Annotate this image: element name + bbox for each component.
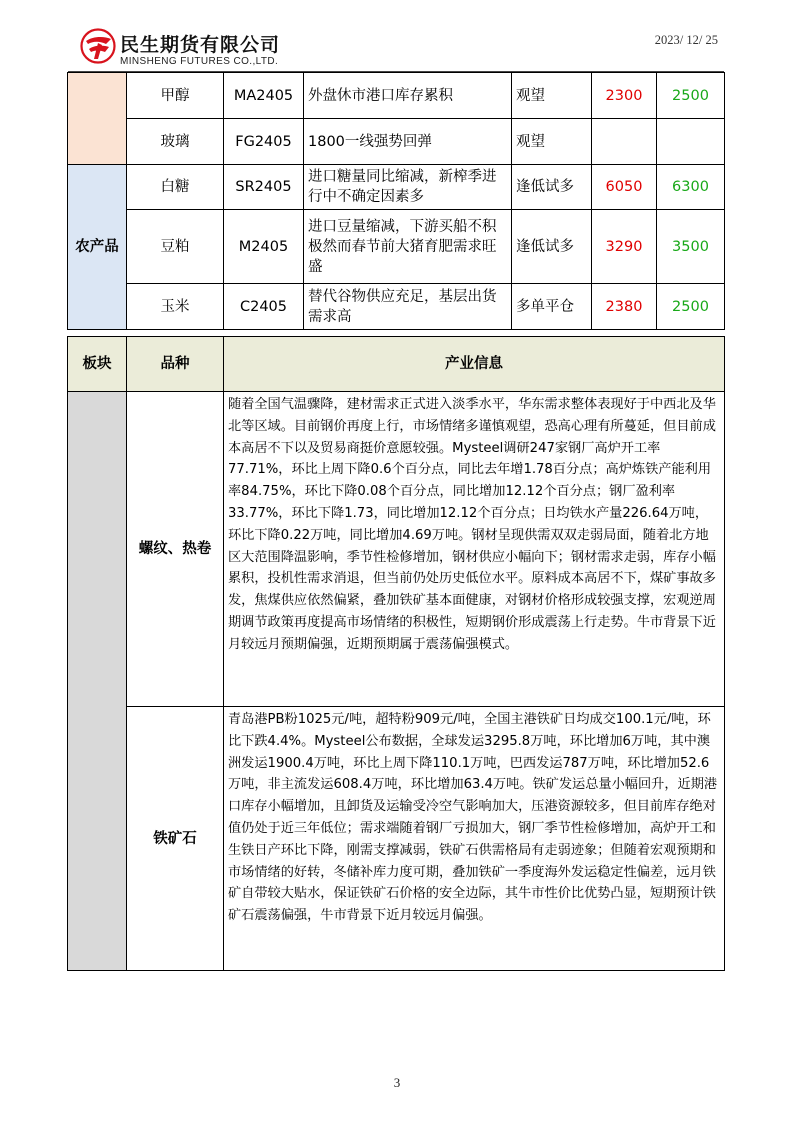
page-number: 3 bbox=[393, 1075, 401, 1090]
contract-code: M2405 bbox=[224, 210, 304, 284]
reason-text: 1800一线强势回弹 bbox=[304, 119, 512, 165]
contract-code: C2405 bbox=[224, 284, 304, 330]
variety-name: 铁矿石 bbox=[127, 707, 224, 971]
view-text: 多单平仓 bbox=[512, 284, 592, 330]
variety-name: 螺纹、热卷 bbox=[127, 392, 224, 707]
table-row bbox=[68, 165, 725, 210]
industry-info-table bbox=[67, 336, 725, 971]
view-text: 逢低试多 bbox=[512, 210, 592, 284]
header-variety: 品种 bbox=[127, 337, 224, 392]
page-header bbox=[0, 0, 794, 72]
table-row bbox=[68, 707, 725, 971]
table-row bbox=[68, 284, 725, 330]
header-industry-info: 产业信息 bbox=[224, 337, 725, 392]
support-price: 3290 bbox=[592, 210, 657, 284]
resistance-price: 2500 bbox=[657, 73, 725, 119]
table-row bbox=[68, 210, 725, 284]
strategy-table bbox=[67, 72, 725, 330]
support-price: 2300 bbox=[592, 73, 657, 119]
sector-cell-agri: 农产品 bbox=[68, 165, 127, 330]
company-name-cn: 民生期货有限公司 bbox=[120, 34, 281, 56]
sector-cell-energy bbox=[68, 73, 127, 165]
table-row bbox=[68, 119, 725, 165]
company-name-en: MINSHENG FUTURES CO.,LTD. bbox=[120, 56, 279, 67]
report-date: 2023/ 12/ 25 bbox=[654, 33, 718, 47]
company-logo bbox=[80, 28, 320, 70]
variety-name: 豆粕 bbox=[127, 210, 224, 284]
view-text: 逢低试多 bbox=[512, 165, 592, 210]
header-sector: 板块 bbox=[68, 337, 127, 392]
variety-name: 玉米 bbox=[127, 284, 224, 330]
resistance-price: 3500 bbox=[657, 210, 725, 284]
variety-name: 甲醇 bbox=[127, 73, 224, 119]
table-row bbox=[68, 73, 725, 119]
reason-text: 进口糖量同比缩减，新榨季进行中不确定因素多 bbox=[304, 165, 512, 210]
view-text: 观望 bbox=[512, 119, 592, 165]
support-price bbox=[592, 119, 657, 165]
minsheng-logo-icon bbox=[80, 28, 116, 64]
contract-code: FG2405 bbox=[224, 119, 304, 165]
resistance-price: 2500 bbox=[657, 284, 725, 330]
reason-text: 进口豆量缩减，下游买船不积极然而春节前大猪育肥需求旺盛 bbox=[304, 210, 512, 284]
support-price: 2380 bbox=[592, 284, 657, 330]
industry-info-text: 青岛港PB粉1025元/吨，超特粉909元/吨，全国主港铁矿日均成交100.1元/吨，环比下跌4.4%。Mysteel公布数据，全球发运3295.8万吨，环比增加6万吨，其中澳洲发运1900.4万吨，环比上周下降110.1万吨，巴西发运787万吨，环比增加52.6万吨，非主流发运608.4万吨，环比增加63.4万吨。铁矿发运总量小幅回升，近期港口库存小幅增加，且卸货及运输受冷空气影响加大，压港资源较多，但目前库存绝对值仍处于近三年低位；需求端随着钢厂亏损加大，钢厂季节性检修增加，高炉开工和生铁日产环比下降，刚需支撑减弱，铁矿石供需格局有走弱迹象；但随着宏观预期和市场情绪的好转，冬储补库力度可期，叠加铁矿一季度海外发运稳定性偏差，远月铁矿自带较大贴水，保证铁矿石价格的安全边际，其牛市性价比优势凸显，短期预计铁矿石震荡偏强，牛市背景下近月较远月偏强。 bbox=[224, 707, 725, 971]
table-row bbox=[68, 392, 725, 707]
table-header-row bbox=[68, 337, 725, 392]
variety-name: 白糖 bbox=[127, 165, 224, 210]
reason-text: 外盘休市港口库存累积 bbox=[304, 73, 512, 119]
support-price: 6050 bbox=[592, 165, 657, 210]
industry-info-text: 随着全国气温骤降，建材需求正式进入淡季水平，华东需求整体表现好于中西北及华北等区域。目前钢价再度上行，市场情绪多谨慎观望，恐高心理有所蔓延，但目前成本高居不下以及贸易商挺价意愿较强。Mysteel调研247家钢厂高炉开工率77.71%，环比上周下降0.6个百分点，同比去年增1.78百分点；高炉炼铁产能利用率84.75%，环比下降0.08个百分点，同比增加12.12个百分点；钢厂盈利率33.77%，环比下降1.73，同比增加12.12个百分点；日均铁水产量226.64万吨，环比下降0.22万吨，同比增加4.69万吨。钢材呈现供需双双走弱局面，随着北方地区大范围降温影响，季节性检修增加，钢材供应小幅向下；钢材需求走弱，库存小幅累积，投机性需求消退，但当前仍处历史低位水平。原料成本高居不下，煤矿事故多发，焦煤供应依然偏紧，叠加铁矿基本面健康，对钢材价格形成较强支撑，宏观逆周期调节政策再度提高市场情绪的积极性，短期钢价形成震荡上行走势。牛市背景下近月较远月预期偏强，近期预期属于震荡偏强模式。 bbox=[224, 392, 725, 707]
view-text: 观望 bbox=[512, 73, 592, 119]
sector-cell-black bbox=[68, 392, 127, 971]
contract-code: SR2405 bbox=[224, 165, 304, 210]
resistance-price: 6300 bbox=[657, 165, 725, 210]
resistance-price bbox=[657, 119, 725, 165]
reason-text: 替代谷物供应充足，基层出货需求高 bbox=[304, 284, 512, 330]
contract-code: MA2405 bbox=[224, 73, 304, 119]
variety-name: 玻璃 bbox=[127, 119, 224, 165]
